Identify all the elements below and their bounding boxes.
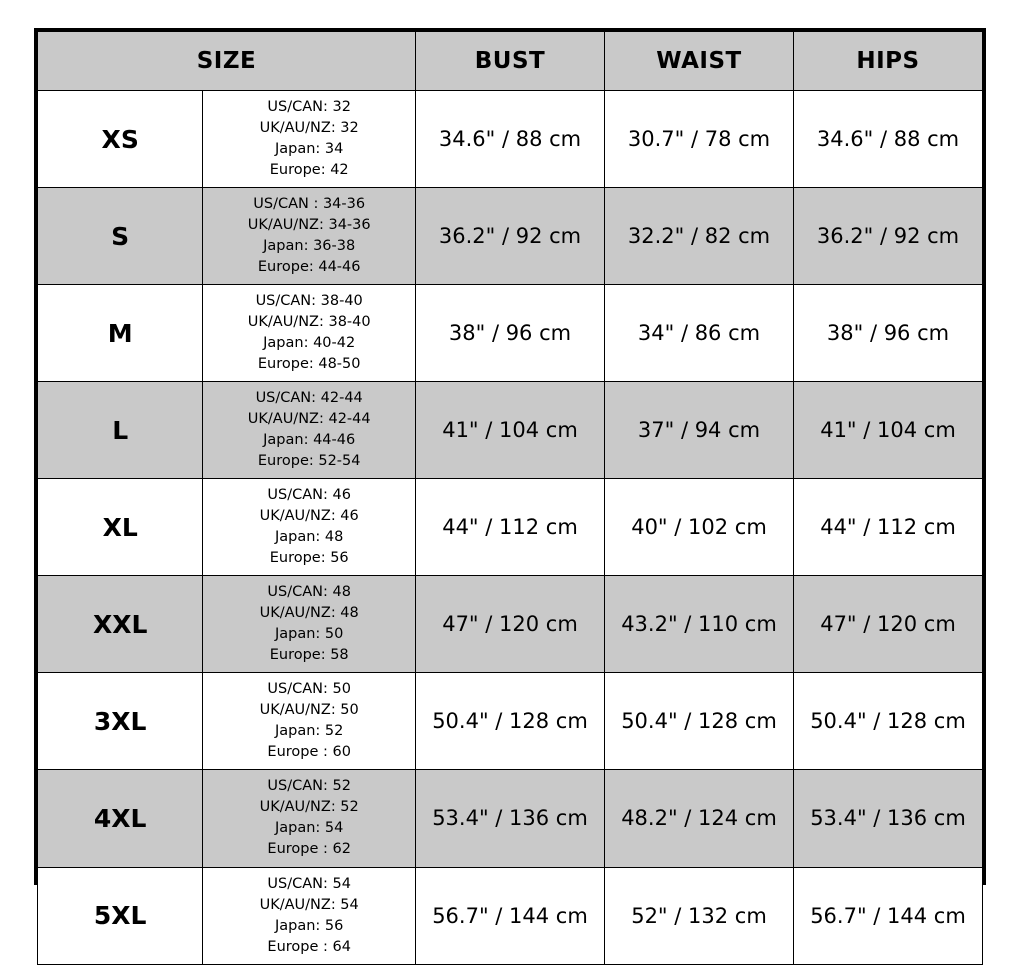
size-label: M <box>38 285 203 382</box>
international-sizes <box>203 382 416 479</box>
intl-europe: Europe: 52-54 <box>257 453 361 470</box>
intl-japan: Japan: 52 <box>274 723 344 740</box>
bust-value: 56.7" / 144 cm <box>416 867 605 964</box>
intl-us-can: US/CAN: 46 <box>267 487 351 504</box>
hips-value: 34.6" / 88 cm <box>794 91 983 188</box>
intl-japan: Japan: 34 <box>274 141 344 158</box>
intl-us-can: US/CAN: 54 <box>267 875 351 892</box>
table-row <box>38 91 983 188</box>
table-row <box>38 673 983 770</box>
intl-europe: Europe: 48-50 <box>257 356 361 373</box>
international-sizes <box>203 576 416 673</box>
hips-value: 38" / 96 cm <box>794 285 983 382</box>
bust-value: 38" / 96 cm <box>416 285 605 382</box>
intl-japan: Japan: 56 <box>274 917 344 934</box>
intl-uk-au-nz: UK/AU/NZ: 48 <box>259 605 359 622</box>
hips-value: 56.7" / 144 cm <box>794 867 983 964</box>
table-row <box>38 382 983 479</box>
bust-value: 50.4" / 128 cm <box>416 673 605 770</box>
hips-value: 36.2" / 92 cm <box>794 188 983 285</box>
bust-value: 41" / 104 cm <box>416 382 605 479</box>
waist-value: 50.4" / 128 cm <box>605 673 794 770</box>
column-header-size: SIZE <box>38 32 416 91</box>
waist-value: 52" / 132 cm <box>605 867 794 964</box>
hips-value: 41" / 104 cm <box>794 382 983 479</box>
international-sizes <box>203 285 416 382</box>
intl-uk-au-nz: UK/AU/NZ: 46 <box>259 508 359 525</box>
international-sizes <box>203 91 416 188</box>
intl-uk-au-nz: UK/AU/NZ: 54 <box>259 896 359 913</box>
intl-uk-au-nz: UK/AU/NZ: 50 <box>259 702 359 719</box>
waist-value: 48.2" / 124 cm <box>605 770 794 867</box>
table-row <box>38 867 983 964</box>
intl-japan: Japan: 50 <box>274 626 344 643</box>
bust-value: 53.4" / 136 cm <box>416 770 605 867</box>
intl-europe: Europe: 42 <box>269 162 349 179</box>
size-label: 4XL <box>38 770 203 867</box>
intl-uk-au-nz: UK/AU/NZ: 34-36 <box>247 217 371 234</box>
hips-value: 44" / 112 cm <box>794 479 983 576</box>
waist-value: 34" / 86 cm <box>605 285 794 382</box>
table-row <box>38 285 983 382</box>
bust-value: 34.6" / 88 cm <box>416 91 605 188</box>
size-label: S <box>38 188 203 285</box>
waist-value: 40" / 102 cm <box>605 479 794 576</box>
size-label: XS <box>38 91 203 188</box>
hips-value: 50.4" / 128 cm <box>794 673 983 770</box>
size-label: XXL <box>38 576 203 673</box>
international-sizes <box>203 479 416 576</box>
intl-uk-au-nz: UK/AU/NZ: 52 <box>259 799 359 816</box>
size-label: 3XL <box>38 673 203 770</box>
bust-value: 36.2" / 92 cm <box>416 188 605 285</box>
intl-europe: Europe : 62 <box>267 841 351 858</box>
intl-europe: Europe: 56 <box>269 550 349 567</box>
bust-value: 44" / 112 cm <box>416 479 605 576</box>
size-label: L <box>38 382 203 479</box>
size-chart-frame <box>34 28 986 955</box>
table-row <box>38 576 983 673</box>
international-sizes <box>203 770 416 867</box>
intl-us-can: US/CAN : 34-36 <box>253 196 366 213</box>
table-row <box>38 770 983 867</box>
intl-japan: Japan: 44-46 <box>263 432 356 449</box>
hips-value: 53.4" / 136 cm <box>794 770 983 867</box>
intl-europe: Europe : 64 <box>267 938 351 955</box>
intl-europe: Europe : 60 <box>267 744 351 761</box>
intl-us-can: US/CAN: 48 <box>267 584 351 601</box>
international-sizes <box>203 673 416 770</box>
bust-value: 47" / 120 cm <box>416 576 605 673</box>
intl-japan: Japan: 36-38 <box>263 238 356 255</box>
intl-uk-au-nz: UK/AU/NZ: 32 <box>259 120 359 137</box>
column-header-waist: WAIST <box>605 32 794 91</box>
waist-value: 37" / 94 cm <box>605 382 794 479</box>
column-header-hips: HIPS <box>794 32 983 91</box>
size-chart-table <box>37 31 983 965</box>
column-header-bust: BUST <box>416 32 605 91</box>
waist-value: 43.2" / 110 cm <box>605 576 794 673</box>
intl-us-can: US/CAN: 42-44 <box>255 390 363 407</box>
intl-japan: Japan: 40-42 <box>263 335 356 352</box>
intl-japan: Japan: 48 <box>274 529 344 546</box>
international-sizes <box>203 188 416 285</box>
intl-us-can: US/CAN: 38-40 <box>255 293 363 310</box>
intl-us-can: US/CAN: 50 <box>267 681 351 698</box>
table-row <box>38 479 983 576</box>
intl-us-can: US/CAN: 32 <box>267 99 351 115</box>
intl-europe: Europe: 58 <box>269 647 349 664</box>
hips-value: 47" / 120 cm <box>794 576 983 673</box>
table-body <box>38 91 983 965</box>
size-label: XL <box>38 479 203 576</box>
waist-value: 30.7" / 78 cm <box>605 91 794 188</box>
table-row <box>38 188 983 285</box>
intl-europe: Europe: 44-46 <box>257 259 361 276</box>
international-sizes <box>203 867 416 964</box>
intl-uk-au-nz: UK/AU/NZ: 42-44 <box>247 411 371 428</box>
size-label: 5XL <box>38 867 203 964</box>
header-row <box>38 32 983 91</box>
waist-value: 32.2" / 82 cm <box>605 188 794 285</box>
intl-us-can: US/CAN: 52 <box>267 778 351 795</box>
intl-uk-au-nz: UK/AU/NZ: 38-40 <box>247 314 371 331</box>
table-header <box>38 32 983 91</box>
intl-japan: Japan: 54 <box>274 820 344 837</box>
